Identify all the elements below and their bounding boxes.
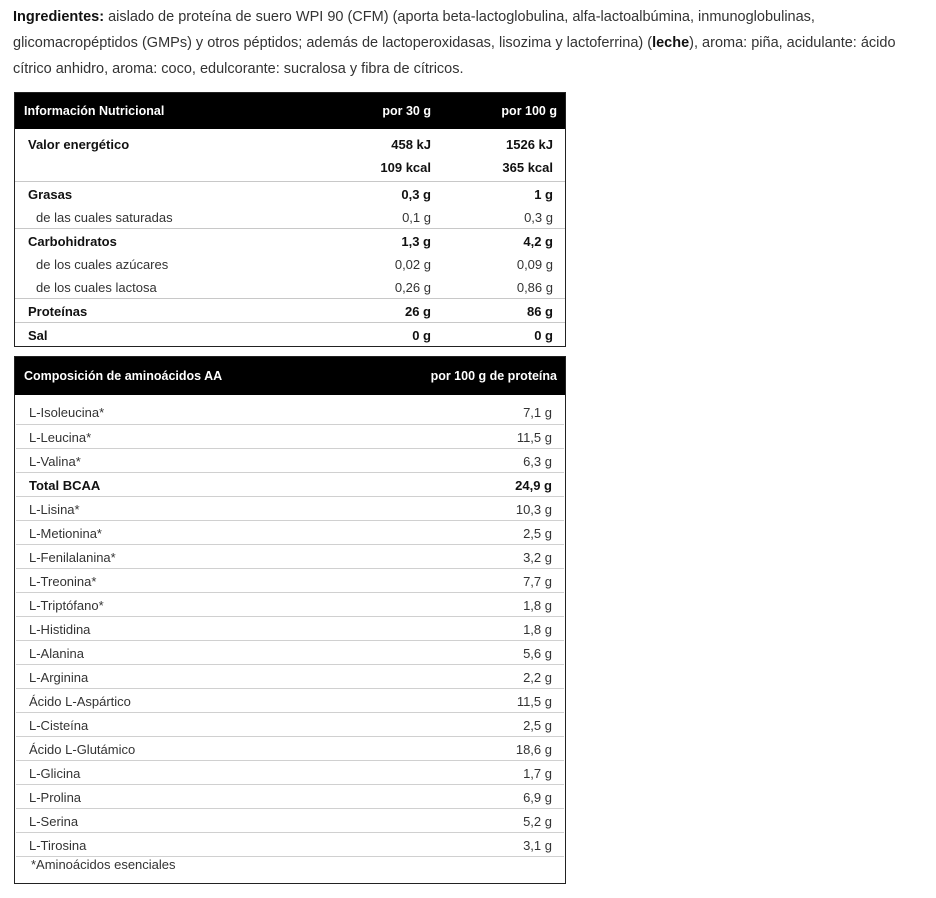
- nutrient-value-100g: 0 g: [534, 328, 553, 343]
- amino-acid-value: 1,7 g: [523, 766, 552, 781]
- amino-row: [16, 472, 564, 496]
- energy-kcal-30g: 109 kcal: [380, 160, 431, 175]
- amino-row: [16, 592, 564, 616]
- nutrition-header-col-30g: por 30 g: [382, 104, 431, 118]
- amino-row: [16, 616, 564, 640]
- nutrition-header-col-100g: por 100 g: [501, 104, 557, 118]
- amino-row: [16, 664, 564, 688]
- nutrient-value-30g: 0,3 g: [401, 187, 431, 202]
- amino-acid-label: L-Valina*: [29, 454, 81, 469]
- amino-acid-value: 5,6 g: [523, 646, 552, 661]
- amino-row: [16, 640, 564, 664]
- nutrition-table-header: [15, 93, 565, 129]
- amino-row: [16, 568, 564, 592]
- nutrient-label: de los cuales azúcares: [36, 257, 169, 272]
- amino-row: [16, 784, 564, 808]
- amino-acid-value: 11,5 g: [516, 430, 552, 445]
- amino-rows: [16, 400, 564, 857]
- amino-acid-label: L-Treonina*: [29, 574, 97, 589]
- amino-acid-value: 1,8 g: [523, 598, 552, 613]
- amino-header-label: Composición de aminoácidos AA: [24, 369, 223, 383]
- nutrient-value-30g: 0 g: [412, 328, 431, 343]
- nutrition-row: [15, 298, 565, 322]
- amino-acid-value: 3,2 g: [523, 550, 552, 565]
- nutrition-row: [15, 181, 565, 205]
- energy-kj-30g: 458 kJ: [391, 137, 431, 152]
- nutrient-value-30g: 0,1 g: [402, 210, 431, 225]
- amino-acid-value: 2,2 g: [523, 670, 552, 685]
- amino-acid-value: 11,5 g: [516, 694, 552, 709]
- nutrient-label: Proteínas: [28, 304, 88, 319]
- amino-row: [16, 688, 564, 712]
- amino-acid-label: Ácido L-Aspártico: [29, 694, 131, 709]
- amino-row: [16, 736, 564, 760]
- amino-row: [16, 448, 564, 472]
- nutrition-header-label: Información Nutricional: [24, 104, 165, 118]
- amino-acid-value: 7,7 g: [523, 574, 552, 589]
- amino-acid-value: 5,2 g: [523, 814, 552, 829]
- nutrient-value-100g: 0,3 g: [524, 210, 553, 225]
- energy-kj-100g: 1526 kJ: [506, 137, 553, 152]
- amino-row: [16, 760, 564, 784]
- nutrient-label: Carbohidratos: [28, 234, 117, 249]
- nutrition-row: [15, 205, 565, 228]
- amino-acid-label: L-Cisteína: [29, 718, 89, 733]
- amino-acid-label: L-Glicina: [29, 766, 81, 781]
- amino-acid-value: 6,3 g: [523, 454, 552, 469]
- amino-acid-label: L-Tirosina: [29, 838, 87, 853]
- ingredients-text-1: aislado de proteína de suero WPI 90 (CFM) (aporta beta-lactoglobulina, alfa-lactoalbúmina, inmunoglobulinas, glicomacropéptidos (GMPs) y otros péptidos; además de lactoperoxidasas, lisozima y lactoferrina) (: [13, 9, 815, 51]
- nutrient-label: de los cuales lactosa: [36, 280, 157, 295]
- ingredients-paragraph: [13, 4, 928, 82]
- nutrition-rows: [15, 181, 565, 346]
- amino-acid-value: 3,1 g: [523, 838, 552, 853]
- amino-acid-label: L-Fenilalanina*: [29, 550, 116, 565]
- amino-acid-table: [14, 356, 566, 884]
- nutrition-row: [15, 275, 565, 298]
- amino-acid-label: L-Triptófano*: [29, 598, 104, 613]
- amino-acid-label: Ácido L-Glutámico: [29, 742, 136, 757]
- amino-acid-label: L-Alanina: [29, 646, 84, 661]
- amino-acid-value: 24,9 g: [515, 478, 552, 493]
- nutrient-value-100g: 0,86 g: [516, 280, 553, 295]
- amino-header-col: por 100 g de proteína: [430, 369, 557, 383]
- nutrient-value-30g: 0,02 g: [394, 257, 431, 272]
- nutrient-label: Sal: [28, 328, 48, 343]
- amino-acid-label: L-Metionina*: [29, 526, 102, 541]
- nutrition-row: [15, 252, 565, 275]
- amino-row: [16, 544, 564, 568]
- amino-row: [16, 520, 564, 544]
- amino-acid-value: 1,8 g: [523, 622, 552, 637]
- amino-row: [16, 424, 564, 448]
- amino-acid-label: L-Prolina: [29, 790, 82, 805]
- amino-acid-label: L-Leucina*: [29, 430, 92, 445]
- nutrient-value-100g: 1 g: [534, 187, 553, 202]
- nutrient-value-30g: 1,3 g: [401, 234, 431, 249]
- amino-acid-label: Total BCAA: [29, 478, 101, 493]
- ingredients-text-2: ), aroma: piña, acidulante: ácido cítrico anhidro, aroma: coco, edulcorante: sucralosa y fibra de cítricos.: [13, 35, 896, 77]
- amino-acid-value: 10,3 g: [515, 502, 552, 517]
- nutrient-value-30g: 26 g: [404, 304, 431, 319]
- energy-kcal-100g: 365 kcal: [502, 160, 553, 175]
- amino-acid-value: 2,5 g: [523, 526, 552, 541]
- amino-acid-value: 6,9 g: [523, 790, 552, 805]
- amino-acid-value: 7,1 g: [523, 405, 552, 420]
- nutrient-value-30g: 0,26 g: [394, 280, 431, 295]
- amino-table-header: [15, 357, 565, 395]
- nutrition-row-energy: [15, 129, 565, 181]
- amino-row: [16, 400, 564, 424]
- nutrition-row: [15, 322, 565, 346]
- amino-acid-label: L-Lisina*: [29, 502, 80, 517]
- ingredients-label: Ingredientes:: [13, 9, 105, 25]
- amino-acid-label: L-Isoleucina*: [29, 405, 105, 420]
- nutrient-value-100g: 0,09 g: [516, 257, 553, 272]
- amino-acid-value: 2,5 g: [523, 718, 552, 733]
- ingredients-milk-allergen: leche: [652, 35, 690, 51]
- nutrient-label: Grasas: [28, 187, 73, 202]
- energy-label: Valor energético: [28, 137, 130, 152]
- amino-acid-value: 18,6 g: [515, 742, 552, 757]
- amino-footnote: *Aminoácidos esenciales: [31, 857, 176, 872]
- amino-row: [16, 496, 564, 520]
- amino-row: [16, 712, 564, 736]
- nutrient-value-100g: 86 g: [526, 304, 553, 319]
- nutrition-row: [15, 228, 565, 252]
- amino-acid-label: L-Arginina: [29, 670, 89, 685]
- nutrient-label: de las cuales saturadas: [36, 210, 173, 225]
- amino-acid-label: L-Serina: [29, 814, 79, 829]
- amino-row: [16, 832, 564, 856]
- nutrient-value-100g: 4,2 g: [523, 234, 553, 249]
- amino-row: [16, 808, 564, 832]
- nutrition-table: [14, 92, 566, 347]
- amino-acid-label: L-Histidina: [29, 622, 91, 637]
